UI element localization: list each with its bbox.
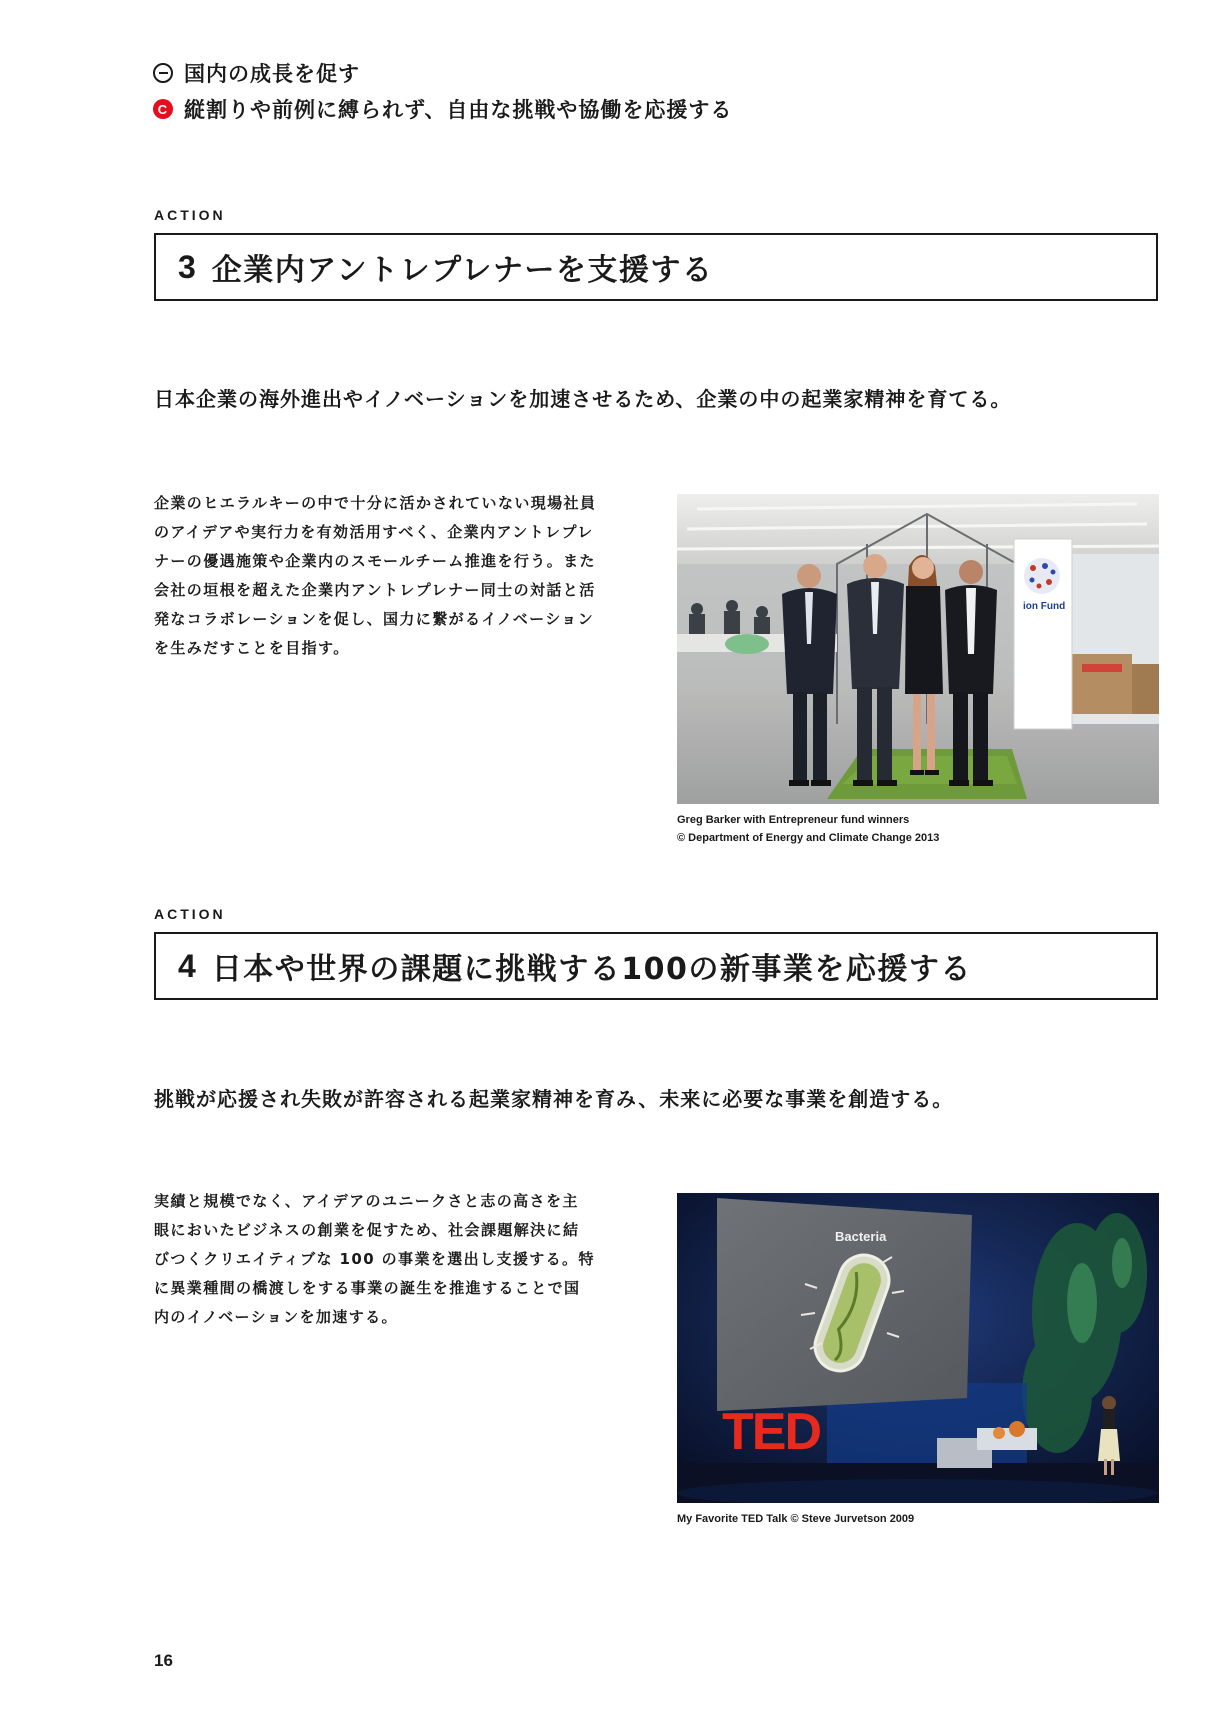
photo-1-caption: [677, 811, 939, 847]
action-3-title: 企業内アントレプレナーを支援する: [211, 253, 714, 288]
body-line: ナーの優遇施策や企業内のスモールチーム推進を行う。また: [154, 552, 596, 570]
action-4-title-box: [154, 932, 1158, 1000]
action-3-lead: 日本企業の海外進出やイノベーションを加速させるため、企業の中の起業家精神を育てる。: [154, 387, 1012, 411]
action-4-body: [154, 1187, 640, 1332]
body-line: に異業種間の橋渡しをする事業の誕生を推進することで国: [154, 1279, 581, 1297]
body-line: 内のイノベーションを加速する。: [154, 1308, 398, 1326]
body-line: 発なコラボレーションを促し、国力に繋がるイノベーション: [154, 610, 595, 628]
caption-line: © Department of Energy and Climate Change 2013: [677, 832, 940, 844]
minus-circle-icon: [153, 63, 173, 83]
banner-text: ion Fund: [1023, 601, 1066, 612]
body-line: びつくクリエイティブな 100 の事業を選出し支援する。特: [154, 1250, 595, 1268]
action-4-lead: 挑戦が応援され失敗が許容される起業家精神を育み、未来に必要な事業を創造する。: [154, 1087, 954, 1111]
body-line: のアイデアや実行力を有効活用すべく、企業内アントレプレ: [154, 523, 594, 541]
section-heading-text: 国内の成長を促す: [184, 62, 360, 86]
action-3-number: 3: [178, 248, 196, 285]
body-line: 企業のヒエラルキーの中で十分に活かされていない現場社員: [154, 494, 597, 512]
caption-line: Greg Barker with Entrepreneur fund winners: [677, 814, 910, 826]
page-number: 16: [154, 1651, 173, 1670]
body-line: 眼においたビジネスの創業を促すため、社会課題解決に結: [154, 1221, 580, 1239]
section-subheading: [153, 94, 732, 124]
action-3-title-box: [154, 233, 1158, 301]
action-4-number: 4: [178, 947, 196, 984]
action-3-label: ACTION: [154, 207, 226, 223]
photo-2-caption: My Favorite TED Talk © Steve Jurvetson 2009: [677, 1513, 915, 1525]
ted-talk-photo: [677, 1193, 1159, 1503]
body-line: 実績と規模でなく、アイデアのユニークさと志の高さを主: [154, 1192, 579, 1210]
body-line: を生みだすことを目指す。: [154, 639, 350, 657]
section-subheading-text: 縦割りや前例に縛られず、自由な挑戦や協働を応援する: [184, 98, 733, 122]
screen-title: Bacteria: [835, 1229, 887, 1244]
action-4-label: ACTION: [154, 906, 226, 922]
action-4-title: 日本や世界の課題に挑戦する100の新事業を応援する: [211, 952, 972, 987]
body-line: 会社の垣根を超えた企業内アントレプレナー同士の対話と活: [154, 581, 596, 599]
c-badge-icon: C: [153, 99, 173, 119]
ted-logo: TED: [722, 1403, 820, 1461]
section-heading: [153, 58, 360, 88]
entrepreneur-fund-photo: [677, 494, 1159, 804]
action-3-body: [154, 489, 640, 663]
